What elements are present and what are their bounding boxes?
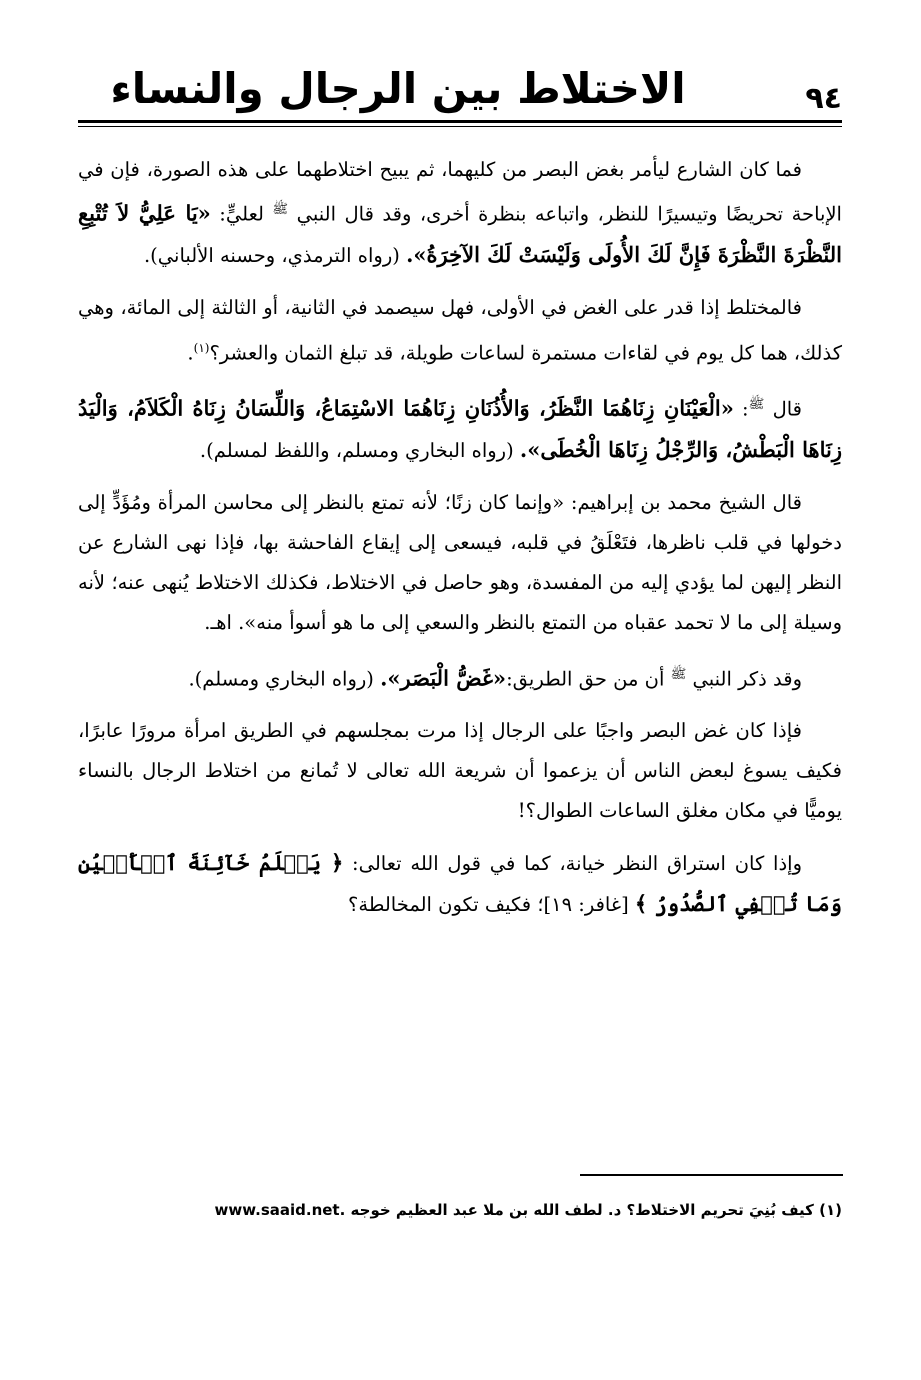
footnote-url: www.saaid.net.	[214, 1201, 346, 1219]
header-rule	[78, 120, 842, 123]
salutation-glyph: ﷺ	[748, 397, 765, 412]
verse-reference: [غافر: ١٩]؛	[537, 893, 629, 916]
paragraph-6	[78, 711, 842, 831]
footnote-rule	[580, 1174, 843, 1176]
quran-verse: ﴿ يَعۡلَمُ خَآئِنَةَ ٱلۡأَعۡيُنِ وَمَا تُخۡفِي ٱلصُّدُورُ ﴾	[78, 850, 842, 916]
paragraph-5	[78, 655, 842, 700]
page-body	[78, 150, 842, 937]
paragraph-7	[78, 843, 842, 925]
salutation-glyph: ﷺ	[670, 666, 687, 682]
paragraph-4	[78, 483, 842, 643]
footnote-marker: (١)	[193, 340, 210, 355]
paragraph-1: فما كان الشارع ليأمر بغض البصر من كليهما، ثم يبيح اختلاطهما على هذه الصورة، فإن في الإباحة تحريضًا وتيسيرًا للنظر، واتباعه بنظرة أخرى، وقد قال النبي $^ﷺ$ لعليٍّ: «يَا عَلِيُّ لاَ تُتْبِعِ النَّظْرَةَ النَّظْرَةَ فَإِنَّ لَكَ الأُولَى وَلَيْسَتْ لَكَ الآخِرَةُ». (رواه الترمذي، وحسنه الألباني).	[78, 158, 842, 267]
paragraph-text: أن من حق الطريق:	[506, 667, 665, 690]
paragraph-text: قال	[772, 397, 802, 421]
hadith-quote: «يَا عَلِيُّ لاَ تُتْبِعِ النَّظْرَةَ النَّظْرَةَ فَإِنَّ لَكَ الأُولَى وَلَيْسَتْ لَكَ الآخِرَةُ».	[78, 200, 842, 267]
hadith-quote: «غَضُّ الْبَصَر».	[380, 665, 507, 690]
running-title: الاختلاط بين الرجال والنساء	[110, 64, 686, 113]
hadith-citation: (رواه البخاري ومسلم).	[188, 667, 374, 690]
footnote-text: (١) كيف بُنِيَ تحريم الاختلاط؟ د. لطف الله بن ملا عبد العظيم خوجه	[350, 1201, 842, 1219]
paragraph-text: فالمختلط إذا قدر على الغض في الأولى، فهل سيصمد في الثانية، أو الثالثة إلى المائة، وهي كذلك، هما كل يوم في لقاءات مستمرة لساعات طويلة، قد تبلغ الثمان والعشر؟	[78, 295, 842, 364]
page-number: ٩٤	[805, 81, 842, 116]
paragraph-text: فما كان الشارع ليأمر بغض البصر من كليهما، ثم يبيح اختلاطهما على هذه الصورة، فإن في الإباحة تحريضًا وتيسيرًا للنظر، واتباعه بنظرة أخرى، وقد قال النبي	[78, 158, 842, 226]
paragraph-text: قال الشيخ محمد بن إبراهيم: «وإنما كان زنًا؛ لأنه تمتع بالنظر إلى محاسن المرأة ومُؤَدٍّ إلى دخولها في قلب ناظرها، فتَعْلَقُ في قلبه، فيسعى إلى إيقاع الفاحشة بها، فإذا نهى الشارع عن النظر إليهن لما يؤدي إليه من المفسدة، وهو حاصل في الاختلاط، فكذلك الاختلاط يُنهى عنه؛ لأنه وسيلة إلى ما لا تحمد عقباه من التمتع بالنظر والسعي إلى ما هو أسوأ منه». اهـ.	[78, 490, 842, 634]
paragraph-3: قال $^ﷺ$: «الْعَيْنَانِ زِنَاهُمَا النَّظَرُ، وَالأُذُنَانِ زِنَاهُمَا الاسْتِمَاعُ، وَاللِّسَانُ زِنَاهُ الْكَلاَمُ، وَالْيَدُ زِنَاهَا الْبَطْشُ، وَالرِّجْلُ زِنَاهَا الْخُطَى». (رواه البخاري ومسلم، واللفظ لمسلم).	[78, 395, 842, 462]
hadith-citation: (رواه البخاري ومسلم، واللفظ لمسلم).	[199, 438, 514, 462]
paragraph-2: فالمختلط إذا قدر على الغض في الأولى، فهل سيصمد في الثانية، أو الثالثة إلى المائة، وهي كذلك، هما كل يوم في لقاءات مستمرة لساعات طويلة، قد تبلغ الثمان والعشر؟$^{(١)}$.	[78, 295, 842, 364]
footnote	[78, 1196, 842, 1224]
page-header	[78, 60, 842, 130]
hadith-citation: (رواه الترمذي، وحسنه الألباني).	[143, 243, 400, 267]
paragraph-text: فإذا كان غض البصر واجبًا على الرجال إذا مرت بمجلسهم في الطريق امرأة مرورًا عابرًا، فكيف يسوغ لبعض الناس أن يزعموا أن شريعة الله تعالى لا تُمانع من اختلاط الرجال بالنساء يوميًّا في مكان مغلق الساعات الطوال؟!	[78, 719, 842, 822]
header-rule-thin	[78, 126, 842, 127]
paragraph-text: وقد ذكر النبي	[692, 667, 802, 690]
paragraph-text: وإذا كان استراق النظر خيانة، كما في قول الله تعالى:	[352, 852, 802, 875]
paragraph-text: فكيف تكون المخالطة؟	[348, 893, 532, 916]
salutation-glyph: ﷺ	[272, 202, 289, 217]
hadith-quote: «الْعَيْنَانِ زِنَاهُمَا النَّظَرُ، وَالأُذُنَانِ زِنَاهُمَا الاسْتِمَاعُ، وَاللِّسَانُ زِنَاهُ الْكَلاَمُ، وَالْيَدُ زِنَاهَا الْبَطْشُ، وَالرِّجْلُ زِنَاهَا الْخُطَى».	[78, 395, 842, 462]
paragraph-text: لعليٍّ	[225, 202, 264, 226]
